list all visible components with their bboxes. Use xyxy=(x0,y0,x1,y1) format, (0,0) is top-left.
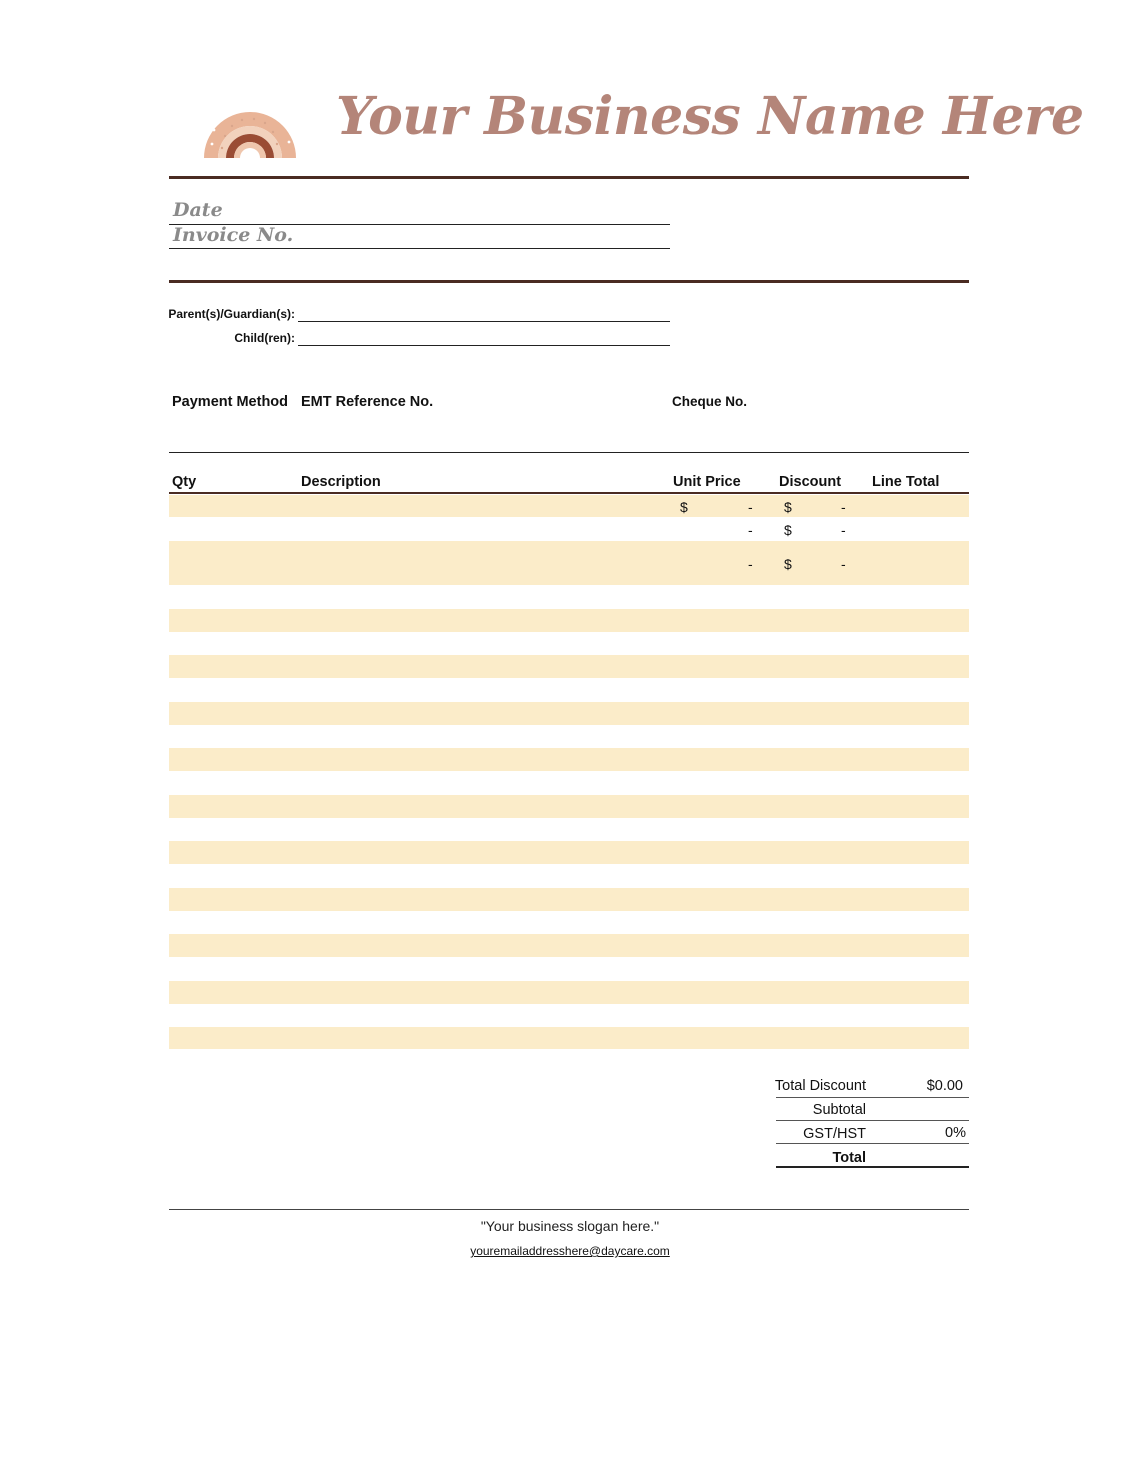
table-row[interactable] xyxy=(169,888,969,911)
footer-divider xyxy=(169,1209,969,1210)
rainbow-icon xyxy=(200,84,300,160)
table-row[interactable] xyxy=(169,795,969,818)
table-row[interactable] xyxy=(169,702,969,725)
total-discount-label: Total Discount xyxy=(774,1078,866,1094)
unit-price-value: - xyxy=(748,499,753,515)
table-row[interactable] xyxy=(169,495,969,517)
parents-field[interactable] xyxy=(298,321,670,322)
unit-price-value: - xyxy=(748,522,753,538)
discount-currency: $ xyxy=(784,556,792,572)
table-row[interactable] xyxy=(169,934,969,957)
discount-value: - xyxy=(841,499,846,515)
discount-value: - xyxy=(841,522,846,538)
header-divider xyxy=(169,176,969,179)
header-description: Description xyxy=(301,474,381,490)
invoice-number-field[interactable] xyxy=(169,248,670,249)
table-row[interactable] xyxy=(169,981,969,1004)
email-link[interactable]: youremailaddresshere@daycare.com xyxy=(470,1244,670,1258)
invoice-number-label: Invoice No. xyxy=(173,224,294,246)
children-label: Child(ren): xyxy=(234,331,295,345)
cheque-number-label: Cheque No. xyxy=(672,394,748,409)
payment-method-label: Payment Method xyxy=(172,394,289,410)
table-row[interactable] xyxy=(169,609,969,632)
children-field[interactable] xyxy=(298,345,670,346)
discount-value: - xyxy=(841,556,846,572)
summary-divider xyxy=(776,1143,969,1144)
discount-currency: $ xyxy=(784,522,792,538)
emt-reference-label: EMT Reference No. xyxy=(301,394,434,410)
total-underline xyxy=(776,1166,969,1168)
tax-label: GST/HST xyxy=(803,1126,866,1142)
section-divider xyxy=(169,280,969,283)
business-slogan: "Your business slogan here." xyxy=(480,1218,660,1234)
tax-value: 0% xyxy=(945,1125,966,1141)
unit-price-currency: $ xyxy=(680,499,688,515)
header-divider-line xyxy=(169,492,969,494)
table-row[interactable] xyxy=(169,1027,969,1049)
table-top-divider xyxy=(169,452,969,453)
total-label: Total xyxy=(832,1150,866,1166)
header-unit-price: Unit Price xyxy=(673,474,741,490)
summary-divider xyxy=(776,1097,969,1098)
total-discount-value: $0.00 xyxy=(926,1078,963,1094)
business-name: Your Business Name Here xyxy=(336,86,1084,147)
header-qty: Qty xyxy=(172,474,197,490)
unit-price-value: - xyxy=(748,556,753,572)
table-row[interactable] xyxy=(169,748,969,771)
subtotal-label: Subtotal xyxy=(812,1102,866,1118)
table-row[interactable] xyxy=(169,841,969,864)
discount-currency: $ xyxy=(784,499,792,515)
table-row[interactable] xyxy=(169,541,969,585)
summary-divider xyxy=(776,1120,969,1121)
table-row[interactable] xyxy=(169,655,969,678)
header-discount: Discount xyxy=(779,474,842,490)
header-line-total: Line Total xyxy=(872,474,940,490)
date-label: Date xyxy=(173,199,223,221)
parents-label: Parent(s)/Guardian(s): xyxy=(168,307,295,321)
